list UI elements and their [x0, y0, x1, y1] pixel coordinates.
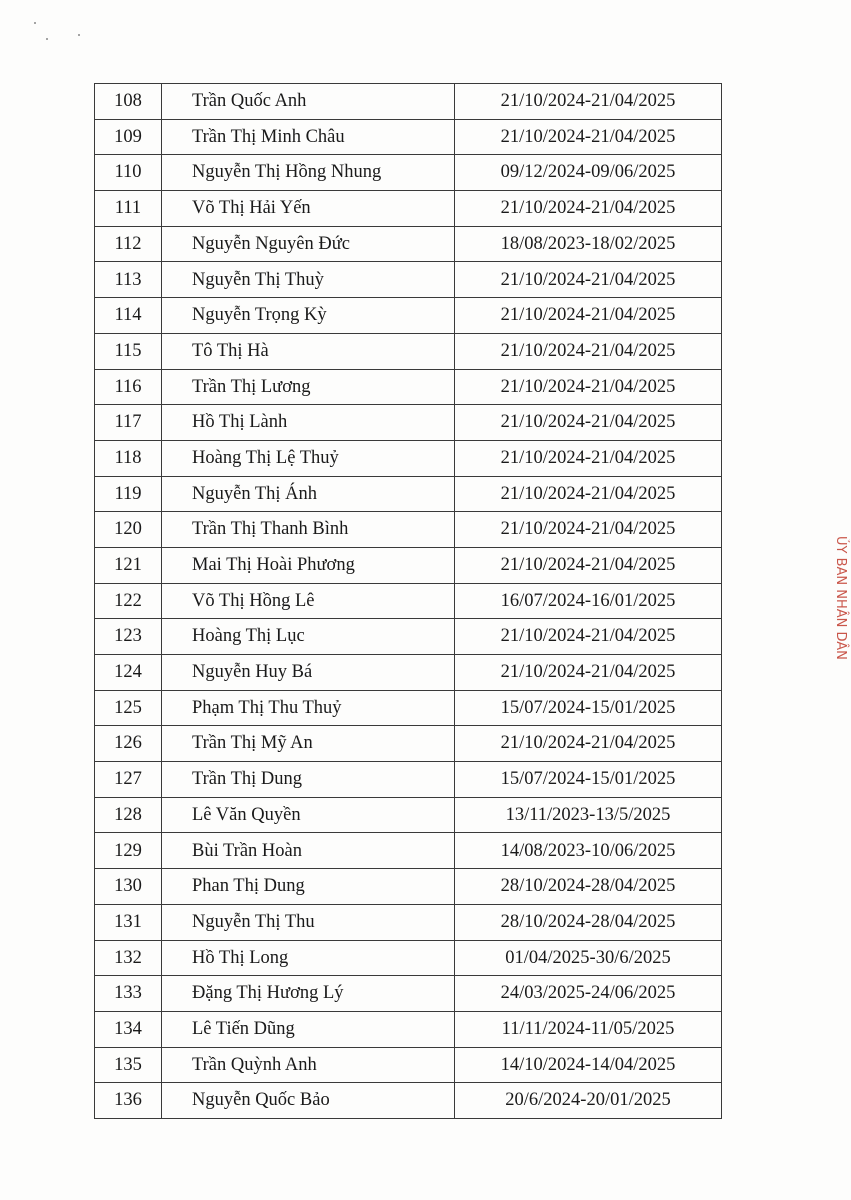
row-number: 136: [95, 1083, 162, 1119]
person-name: Trần Thị Minh Châu: [162, 119, 455, 155]
person-name: Lê Tiến Dũng: [162, 1011, 455, 1047]
row-number: 124: [95, 655, 162, 691]
table-row: [95, 619, 722, 655]
person-name: Trần Thị Lương: [162, 369, 455, 405]
row-number: 116: [95, 369, 162, 405]
person-name: Nguyễn Thị Thuỳ: [162, 262, 455, 298]
date-period: 21/10/2024-21/04/2025: [455, 191, 722, 227]
date-period: 14/08/2023-10/06/2025: [455, 833, 722, 869]
person-name: Đặng Thị Hương Lý: [162, 976, 455, 1012]
table-row: [95, 547, 722, 583]
person-name: Hoàng Thị Lục: [162, 619, 455, 655]
table-row: [95, 512, 722, 548]
table-row: [95, 655, 722, 691]
row-number: 130: [95, 869, 162, 905]
roster-table-body: [95, 84, 722, 1119]
table-row: [95, 797, 722, 833]
row-number: 134: [95, 1011, 162, 1047]
table-row: [95, 976, 722, 1012]
person-name: Nguyễn Quốc Bảo: [162, 1083, 455, 1119]
row-number: 114: [95, 298, 162, 334]
table-row: [95, 583, 722, 619]
date-period: 24/03/2025-24/06/2025: [455, 976, 722, 1012]
table-row: [95, 1011, 722, 1047]
date-period: 20/6/2024-20/01/2025: [455, 1083, 722, 1119]
person-name: Trần Thị Dung: [162, 762, 455, 798]
person-name: Hồ Thị Lành: [162, 405, 455, 441]
table-row: [95, 226, 722, 262]
date-period: 28/10/2024-28/04/2025: [455, 869, 722, 905]
person-name: Bùi Trần Hoàn: [162, 833, 455, 869]
row-number: 117: [95, 405, 162, 441]
date-period: 11/11/2024-11/05/2025: [455, 1011, 722, 1047]
row-number: 133: [95, 976, 162, 1012]
person-name: Nguyễn Thị Thu: [162, 904, 455, 940]
table-row: [95, 369, 722, 405]
person-name: Trần Thị Thanh Bình: [162, 512, 455, 548]
table-row: [95, 869, 722, 905]
date-period: 18/08/2023-18/02/2025: [455, 226, 722, 262]
table-row: [95, 476, 722, 512]
date-period: 21/10/2024-21/04/2025: [455, 262, 722, 298]
date-period: 21/10/2024-21/04/2025: [455, 547, 722, 583]
row-number: 120: [95, 512, 162, 548]
date-period: 21/10/2024-21/04/2025: [455, 476, 722, 512]
person-name: Tô Thị Hà: [162, 333, 455, 369]
row-number: 109: [95, 119, 162, 155]
person-name: Trần Quốc Anh: [162, 84, 455, 120]
date-period: 21/10/2024-21/04/2025: [455, 119, 722, 155]
row-number: 115: [95, 333, 162, 369]
table-row: [95, 940, 722, 976]
person-name: Nguyễn Thị Ánh: [162, 476, 455, 512]
row-number: 113: [95, 262, 162, 298]
row-number: 126: [95, 726, 162, 762]
scan-speck: [34, 22, 36, 24]
date-period: 15/07/2024-15/01/2025: [455, 762, 722, 798]
date-period: 21/10/2024-21/04/2025: [455, 726, 722, 762]
table-row: [95, 405, 722, 441]
row-number: 122: [95, 583, 162, 619]
person-name: Trần Thị Mỹ An: [162, 726, 455, 762]
person-name: Nguyễn Trọng Kỳ: [162, 298, 455, 334]
roster-table: [94, 83, 722, 1119]
person-name: Nguyễn Nguyên Đức: [162, 226, 455, 262]
person-name: Nguyễn Huy Bá: [162, 655, 455, 691]
person-name: Phạm Thị Thu Thuỷ: [162, 690, 455, 726]
row-number: 127: [95, 762, 162, 798]
table-row: [95, 833, 722, 869]
person-name: Mai Thị Hoài Phương: [162, 547, 455, 583]
row-number: 128: [95, 797, 162, 833]
table-row: [95, 84, 722, 120]
table-row: [95, 1047, 722, 1083]
date-period: 21/10/2024-21/04/2025: [455, 298, 722, 334]
row-number: 108: [95, 84, 162, 120]
person-name: Nguyễn Thị Hồng Nhung: [162, 155, 455, 191]
row-number: 123: [95, 619, 162, 655]
table-row: [95, 119, 722, 155]
date-period: 21/10/2024-21/04/2025: [455, 619, 722, 655]
row-number: 132: [95, 940, 162, 976]
date-period: 13/11/2023-13/5/2025: [455, 797, 722, 833]
date-period: 28/10/2024-28/04/2025: [455, 904, 722, 940]
person-name: Võ Thị Hải Yến: [162, 191, 455, 227]
row-number: 118: [95, 440, 162, 476]
date-period: 09/12/2024-09/06/2025: [455, 155, 722, 191]
date-period: 14/10/2024-14/04/2025: [455, 1047, 722, 1083]
person-name: Trần Quỳnh Anh: [162, 1047, 455, 1083]
person-name: Lê Văn Quyền: [162, 797, 455, 833]
person-name: Hoàng Thị Lệ Thuỷ: [162, 440, 455, 476]
scan-speck: [78, 34, 80, 36]
person-name: Hồ Thị Long: [162, 940, 455, 976]
row-number: 125: [95, 690, 162, 726]
row-number: 131: [95, 904, 162, 940]
row-number: 121: [95, 547, 162, 583]
table-row: [95, 1083, 722, 1119]
table-row: [95, 690, 722, 726]
table-row: [95, 262, 722, 298]
date-period: 01/04/2025-30/6/2025: [455, 940, 722, 976]
date-period: 21/10/2024-21/04/2025: [455, 369, 722, 405]
table-row: [95, 191, 722, 227]
date-period: 21/10/2024-21/04/2025: [455, 84, 722, 120]
table-row: [95, 298, 722, 334]
table-row: [95, 333, 722, 369]
row-number: 119: [95, 476, 162, 512]
row-number: 129: [95, 833, 162, 869]
row-number: 111: [95, 191, 162, 227]
table-row: [95, 155, 722, 191]
table-row: [95, 726, 722, 762]
row-number: 110: [95, 155, 162, 191]
date-period: 21/10/2024-21/04/2025: [455, 405, 722, 441]
person-name: Phan Thị Dung: [162, 869, 455, 905]
date-period: 21/10/2024-21/04/2025: [455, 333, 722, 369]
red-margin-stamp: ỦY BAN NHÂN DÂN: [833, 536, 848, 660]
date-period: 21/10/2024-21/04/2025: [455, 655, 722, 691]
date-period: 21/10/2024-21/04/2025: [455, 440, 722, 476]
date-period: 16/07/2024-16/01/2025: [455, 583, 722, 619]
date-period: 21/10/2024-21/04/2025: [455, 512, 722, 548]
row-number: 112: [95, 226, 162, 262]
table-row: [95, 762, 722, 798]
row-number: 135: [95, 1047, 162, 1083]
table-row: [95, 440, 722, 476]
scan-speck: [46, 38, 48, 40]
person-name: Võ Thị Hồng Lê: [162, 583, 455, 619]
table-row: [95, 904, 722, 940]
date-period: 15/07/2024-15/01/2025: [455, 690, 722, 726]
